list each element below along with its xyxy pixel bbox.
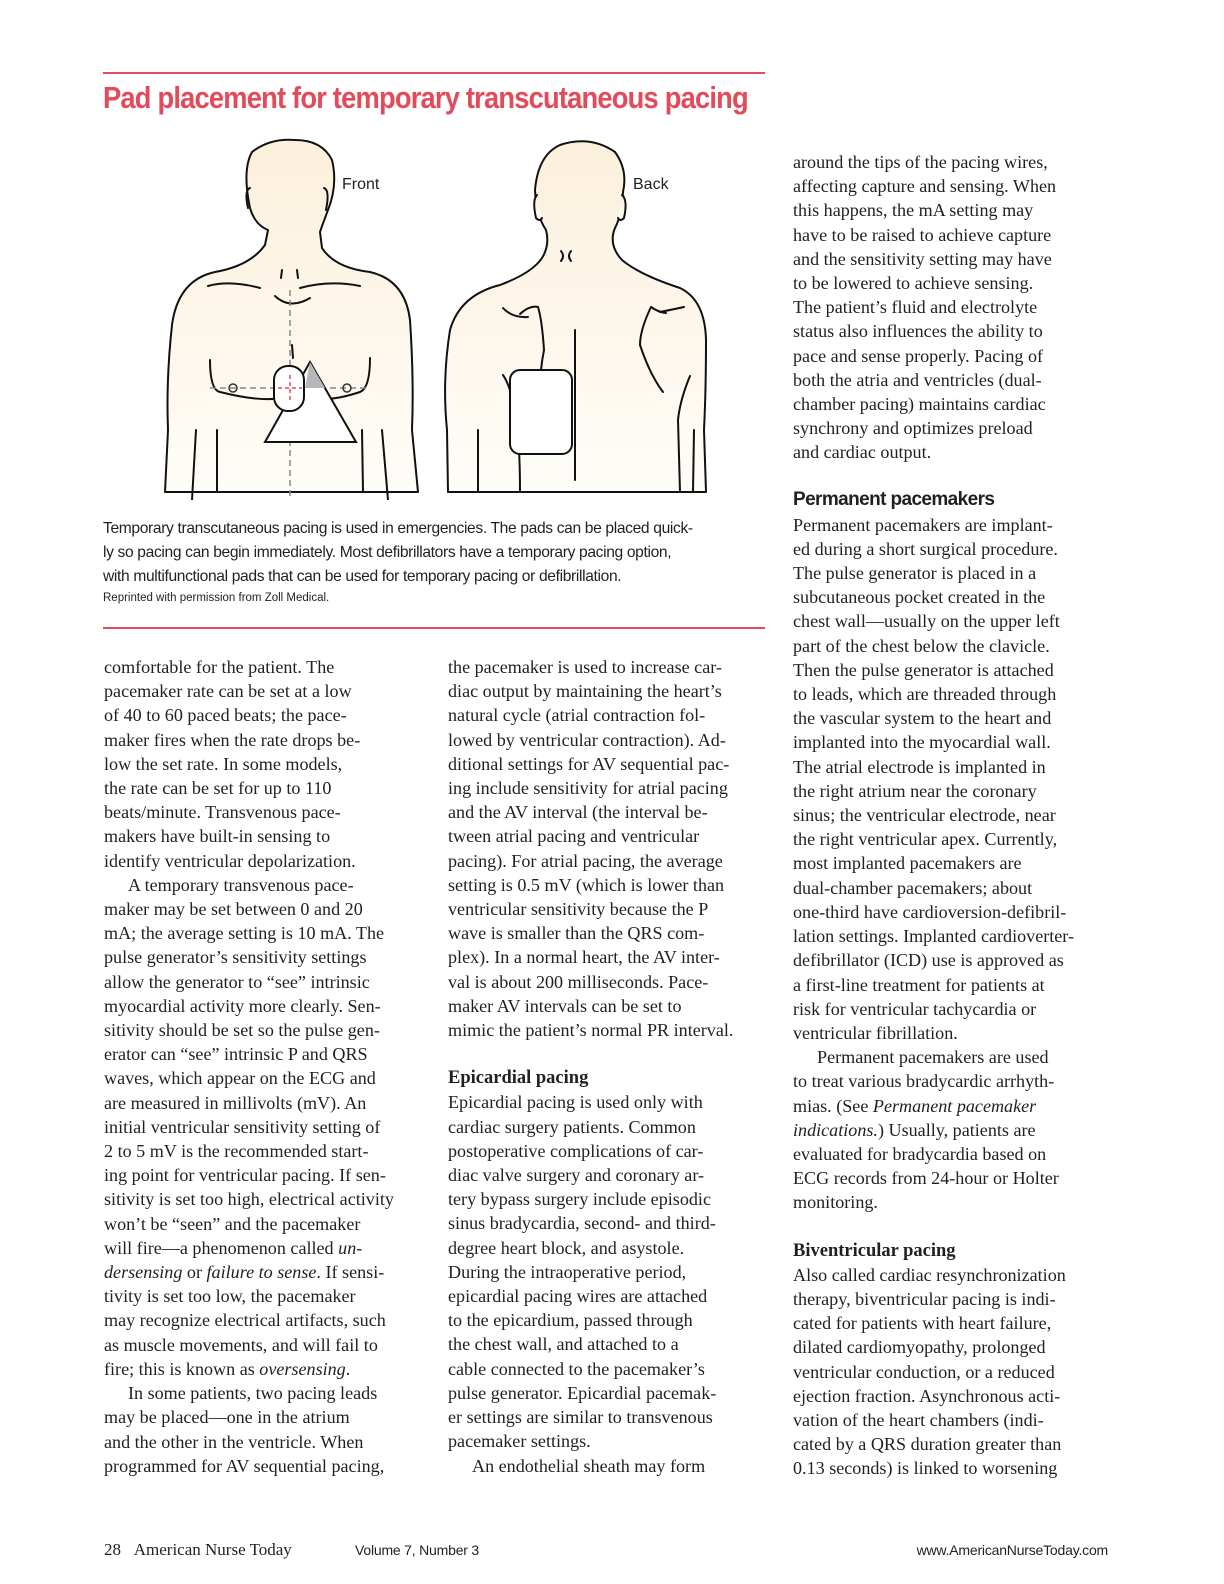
box-title: Pad placement for temporary transcutaneous pacing: [103, 80, 748, 115]
italic-term: oversensing: [259, 1358, 346, 1379]
text-line: the rate can be set for up to 110: [104, 778, 332, 799]
paragraph: [793, 1263, 1109, 1481]
text-line: as muscle movements, and will fail to: [104, 1334, 378, 1355]
column-3: [793, 150, 1109, 1481]
text-line: subcutaneous pocket created in the: [793, 587, 1046, 608]
text-line: er settings are similar to transvenous: [448, 1407, 713, 1428]
text-line: pacing). For atrial pacing, the average: [448, 850, 723, 871]
heading-permanent-pacemakers: Permanent pacemakers: [793, 488, 995, 510]
text-run: . If sensi-: [316, 1262, 385, 1283]
footer-page-info: [104, 1540, 292, 1560]
text-line: [104, 1357, 420, 1381]
text-line: and the sensitivity setting may have: [793, 248, 1052, 269]
text-run: mias. (See: [793, 1095, 873, 1116]
text-line: ditional settings for AV sequential pac-: [448, 753, 730, 774]
text-line: setting is 0.5 mV (which is lower than: [448, 874, 725, 895]
text-line: status also influences the ability to: [793, 321, 1043, 342]
text-line: natural cycle (atrial contraction fol-: [448, 705, 706, 726]
text-line: ECG records from 24-hour or Holter: [793, 1168, 1059, 1189]
text-line: [104, 1236, 420, 1260]
text-line: 2 to 5 mV is the recommended start-: [104, 1141, 369, 1162]
text-line: chamber pacing) maintains cardiac: [793, 394, 1046, 415]
pad-placement-figure: [160, 130, 770, 500]
text-line: Epicardial pacing is used only with: [448, 1092, 703, 1113]
text-line: cardiac surgery patients. Common: [448, 1116, 696, 1137]
footer-url-link[interactable]: www.AmericanNurseToday.com: [916, 1542, 1108, 1558]
italic-cross-reference: indications.: [793, 1119, 878, 1140]
text-line: In some patients, two pacing leads: [128, 1383, 378, 1404]
text-line: are measured in millivolts (mV). An: [104, 1092, 367, 1113]
text-line: A temporary transvenous pace-: [128, 874, 354, 895]
text-line: Then the pulse generator is attached: [793, 659, 1054, 680]
bottom-red-rule: [103, 627, 765, 629]
figure-credit: Reprinted with permission from Zoll Medical.: [103, 592, 330, 604]
top-red-rule: [103, 72, 765, 74]
text-line: pace and sense properly. Pacing of: [793, 345, 1044, 366]
text-line: dual-chamber pacemakers; about: [793, 877, 1033, 898]
text-line: [793, 1094, 1109, 1118]
text-line: chest wall—usually on the upper left: [793, 611, 1060, 632]
text-line: most implanted pacemakers are: [793, 853, 1022, 874]
text-run: .: [345, 1358, 351, 1379]
page-number: 28: [104, 1540, 121, 1559]
text-line: 0.13 seconds) is linked to worsening: [793, 1458, 1058, 1479]
text-line: affecting capture and sensing. When: [793, 176, 1057, 197]
italic-term: dersensing: [104, 1262, 183, 1283]
text-line: The patient’s fluid and electrolyte: [793, 297, 1038, 318]
text-line: one-third have cardioversion-defibril-: [793, 901, 1067, 922]
text-line: wave is smaller than the QRS com-: [448, 923, 705, 944]
text-line: waves, which appear on the ECG and: [104, 1068, 376, 1089]
text-line: diac output by maintaining the heart’s: [448, 681, 722, 702]
text-line: synchrony and optimizes preload: [793, 418, 1033, 439]
text-line: pulse generator. Epicardial pacemak-: [448, 1382, 717, 1403]
text-line: have to be raised to achieve capture: [793, 224, 1052, 245]
text-line: initial ventricular sensitivity setting of: [104, 1116, 381, 1137]
text-line: comfortable for the patient. The: [104, 657, 335, 677]
text-line: ventricular fibrillation.: [793, 1022, 958, 1043]
text-line: diac valve surgery and coronary ar-: [448, 1165, 705, 1186]
text-line: tery bypass surgery include episodic: [448, 1189, 711, 1210]
paragraph: [104, 655, 420, 873]
text-line: may recognize electrical artifacts, such: [104, 1310, 386, 1331]
text-line: [793, 1118, 1109, 1142]
text-line: and cardiac output.: [793, 442, 932, 463]
paragraph: [448, 1090, 766, 1453]
text-line: vation of the heart chambers (indi-: [793, 1409, 1044, 1430]
text-line: degree heart block, and asystole.: [448, 1237, 685, 1258]
publication-name: American Nurse Today: [133, 1540, 292, 1559]
text-line: around the tips of the pacing wires,: [793, 152, 1048, 172]
text-line: sitivity is set too high, electrical activity: [104, 1189, 394, 1210]
heading-epicardial-pacing: Epicardial pacing: [448, 1068, 589, 1089]
text-line: cable connected to the pacemaker’s: [448, 1358, 705, 1379]
footer-volume: Volume 7, Number 3: [355, 1542, 480, 1558]
text-line: allow the generator to “see” intrinsic: [104, 971, 370, 992]
text-line: Permanent pacemakers are used: [817, 1047, 1049, 1068]
text-line: cated for patients with heart failure,: [793, 1313, 1052, 1334]
text-line: ed during a short surgical procedure.: [793, 538, 1058, 559]
spacer: [793, 1215, 1109, 1239]
text-line: pacemaker rate can be set at a low: [104, 681, 352, 702]
text-line: During the intraoperative period,: [448, 1261, 687, 1282]
text-line: Permanent pacemakers are implant-: [793, 514, 1053, 535]
text-line: to leads, which are threaded through: [793, 684, 1057, 705]
caption-line: with multifunctional pads that can be used for temporary pacing or defibrillation.: [103, 568, 622, 585]
front-label: Front: [342, 176, 380, 193]
text-line: lowed by ventricular contraction). Ad-: [448, 729, 726, 750]
back-pad-icon: [510, 370, 572, 454]
paragraph: [793, 513, 1109, 1045]
text-line: identify ventricular depolarization.: [104, 850, 356, 871]
text-run: or: [182, 1262, 207, 1283]
figure-caption: [103, 517, 773, 589]
text-line: An endothelial sheath may form: [472, 1455, 706, 1476]
text-line: ejection fraction. Asynchronous acti-: [793, 1385, 1061, 1406]
text-line: low the set rate. In some models,: [104, 753, 343, 774]
text-line: ing include sensitivity for atrial pacing: [448, 778, 728, 799]
text-run: fire; this is known as: [104, 1358, 260, 1379]
text-line: mA; the average setting is 10 mA. The: [104, 923, 385, 944]
column-2: [448, 655, 766, 1478]
text-line: makers have built-in sensing to: [104, 826, 331, 847]
paragraph: [104, 1381, 420, 1478]
text-line: risk for ventricular tachycardia or: [793, 998, 1037, 1019]
text-line: sinus; the ventricular electrode, near: [793, 805, 1056, 826]
heading-biventricular-pacing: Biventricular pacing: [793, 1240, 956, 1261]
text-line: tween atrial pacing and ventricular: [448, 826, 700, 847]
text-line: sinus bradycardia, second- and third-: [448, 1213, 716, 1234]
paragraph: [793, 150, 1109, 465]
text-line: plex). In a normal heart, the AV inter-: [448, 947, 720, 968]
text-line: beats/minute. Transvenous pace-: [104, 802, 341, 823]
text-run: will fire—a phenomenon called: [104, 1237, 339, 1258]
text-line: monitoring.: [793, 1192, 878, 1213]
text-line: maker may be set between 0 and 20: [104, 899, 363, 920]
text-line: maker fires when the rate drops be-: [104, 729, 361, 750]
italic-cross-reference: Permanent pacemaker: [872, 1095, 1037, 1116]
text-line: tivity is set too low, the pacemaker: [104, 1286, 356, 1307]
back-label: Back: [633, 176, 669, 193]
column-1: [104, 655, 420, 1478]
text-line: to treat various bradycardic arrhyth-: [793, 1071, 1055, 1092]
italic-term: failure to sense: [206, 1262, 317, 1283]
text-line: val is about 200 milliseconds. Pace-: [448, 971, 709, 992]
text-line: a first-line treatment for patients at: [793, 974, 1045, 995]
text-line: postoperative complications of car-: [448, 1140, 704, 1161]
text-line: mimic the patient’s normal PR interval.: [448, 1020, 734, 1041]
text-line: epicardial pacing wires are attached: [448, 1286, 708, 1307]
text-line: both the atria and ventricles (dual-: [793, 369, 1042, 390]
text-line: won’t be “seen” and the pacemaker: [104, 1213, 361, 1234]
text-line: maker AV intervals can be set to: [448, 995, 682, 1016]
paragraph: [104, 873, 420, 1381]
text-line: [104, 1260, 420, 1284]
spacer: [448, 1042, 766, 1066]
text-line: therapy, biventricular pacing is indi-: [793, 1288, 1056, 1309]
text-line: erator can “see” intrinsic P and QRS: [104, 1044, 368, 1065]
caption-line: ly so pacing can begin immediately. Most defibrillators have a temporary pacing option,: [103, 544, 672, 561]
text-line: the vascular system to the heart and: [793, 708, 1052, 729]
text-line: the right ventricular apex. Currently,: [793, 829, 1058, 850]
text-line: and the other in the ventricle. When: [104, 1431, 364, 1452]
text-line: ventricular sensitivity because the P: [448, 899, 709, 920]
text-line: pacemaker settings.: [448, 1431, 591, 1452]
text-line: defibrillator (ICD) use is approved as: [793, 950, 1064, 971]
text-line: implanted into the myocardial wall.: [793, 732, 1051, 753]
text-line: of 40 to 60 paced beats; the pace-: [104, 705, 347, 726]
text-line: myocardial activity more clearly. Sen-: [104, 995, 381, 1016]
text-line: part of the chest below the clavicle.: [793, 635, 1050, 656]
body-diagram-illustration: [160, 130, 770, 500]
text-line: may be placed—one in the atrium: [104, 1407, 350, 1428]
text-line: to be lowered to achieve sensing.: [793, 273, 1034, 294]
text-line: ing point for ventricular pacing. If sen-: [104, 1165, 386, 1186]
text-line: Also called cardiac resynchronization: [793, 1264, 1066, 1285]
text-line: The atrial electrode is implanted in: [793, 756, 1046, 777]
text-line: The pulse generator is placed in a: [793, 563, 1037, 584]
text-run: ) Usually, patients are: [877, 1119, 1036, 1140]
text-line: the pacemaker is used to increase car-: [448, 657, 722, 677]
text-line: to the epicardium, passed through: [448, 1310, 693, 1331]
text-line: lation settings. Implanted cardioverter-: [793, 926, 1075, 947]
text-line: ventricular conduction, or a reduced: [793, 1361, 1055, 1382]
paragraph: [793, 1045, 1109, 1214]
caption-line: Temporary transcutaneous pacing is used in emergencies. The pads can be placed quick-: [103, 520, 693, 537]
text-line: evaluated for bradycardia based on: [793, 1143, 1047, 1164]
text-line: and the AV interval (the interval be-: [448, 802, 708, 823]
paragraph: [448, 1454, 766, 1478]
text-line: the right atrium near the coronary: [793, 780, 1037, 801]
paragraph: [448, 655, 766, 1042]
italic-term: un-: [338, 1237, 363, 1258]
text-line: cated by a QRS duration greater than: [793, 1434, 1062, 1455]
text-line: sitivity should be set so the pulse gen-: [104, 1020, 380, 1041]
text-line: dilated cardiomyopathy, prolonged: [793, 1337, 1046, 1358]
text-line: pulse generator’s sensitivity settings: [104, 947, 367, 968]
text-line: the chest wall, and attached to a: [448, 1334, 679, 1355]
text-line: programmed for AV sequential pacing,: [104, 1455, 385, 1476]
text-line: this happens, the mA setting may: [793, 200, 1034, 221]
